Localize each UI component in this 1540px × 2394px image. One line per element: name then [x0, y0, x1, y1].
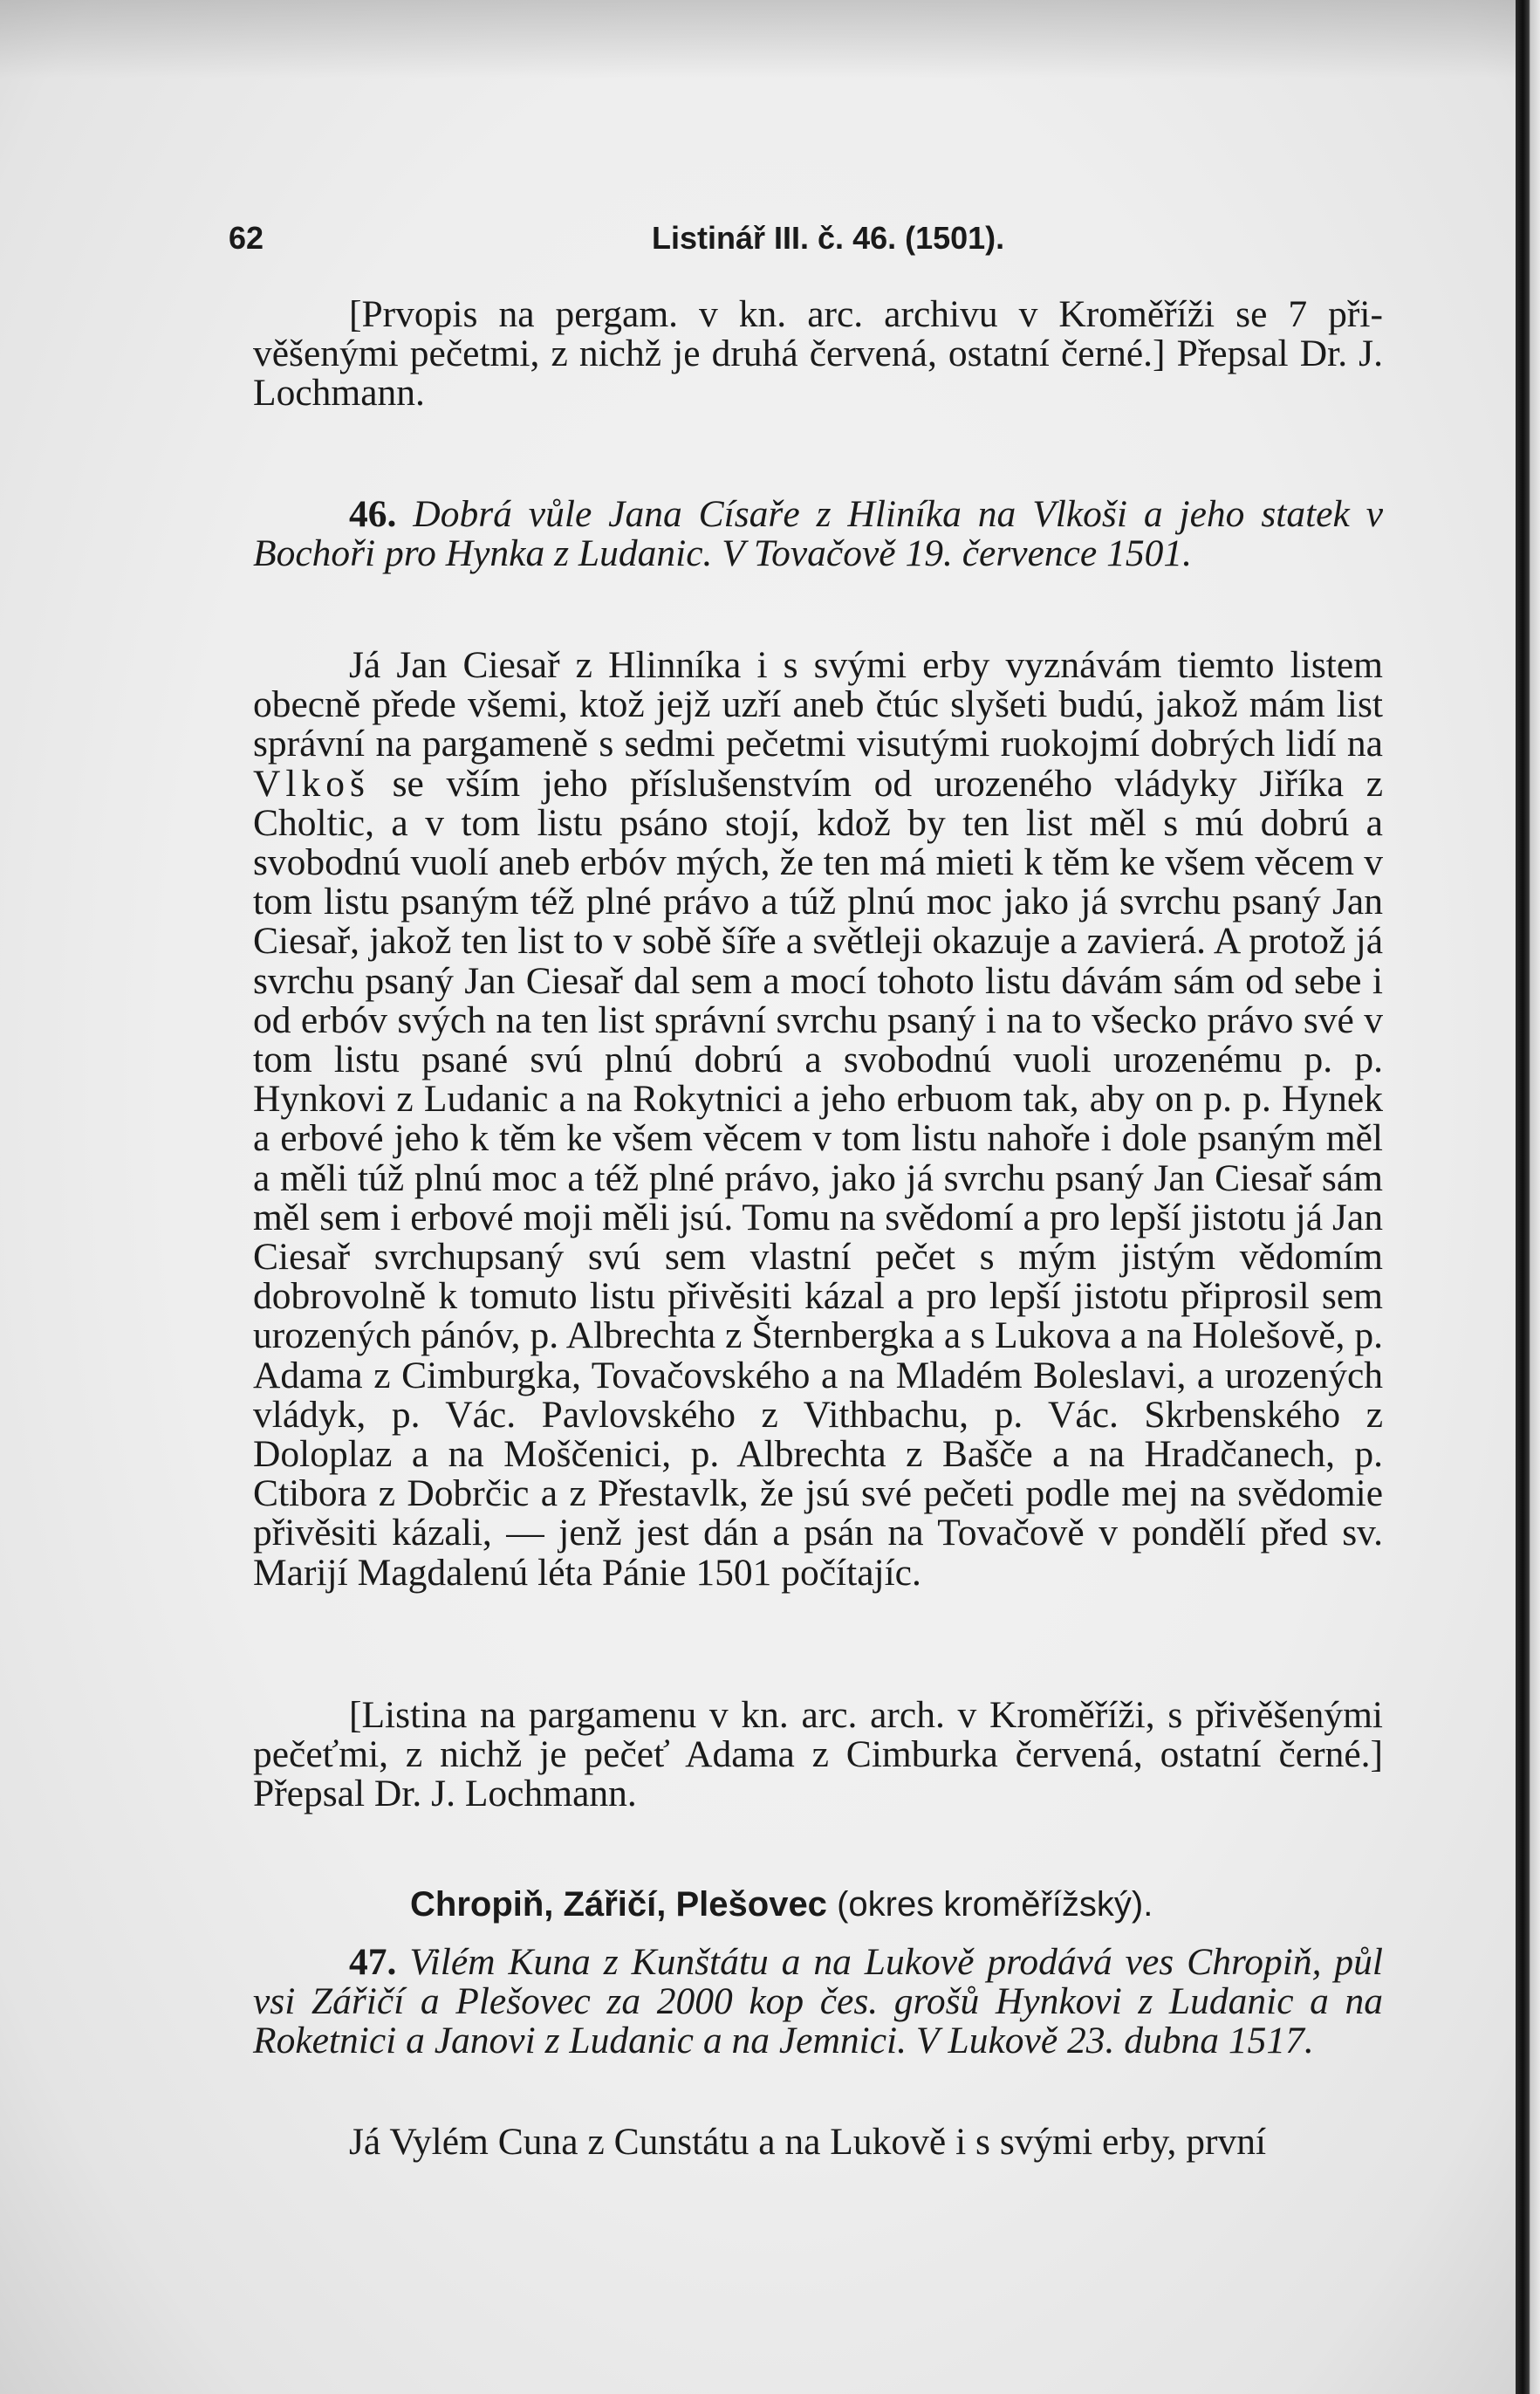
document-46-body-part2: se vším jeho příslušenstvím od urozeného vládyky Jiříka z Choltic, a v tom listu psáno stojí, kdož by ten list měl s mú dobrú a svobodnú vuolí aneb erbóv mých, že ten má mieti k těm ke všem věcem v tom listu psaným též plné právo a túž plnú moc jako já svrchu psaný Jan Ciesař, jakož ten list to v sobě šíře a světleji okazuje a zavierá. A protož já svrchu psaný Jan Ciesař dal sem a mocí tohoto listu dávám sám od sebe i od erbóv svých na ten list správní svrchu psaný i na to všecko právo své v tom listu psané svú plnú dobrú a svobodnú vuoli urozenému p. p. Hynkovi z Ludanic a na Rokytnici a jeho erbuom tak, aby on p. p. Hynek a erbové jeho k těm ke všem věcem v tom listu nahoře i dole psaným měl a měli túž plnú moc a též plné právo, jako já svrchu psaný Jan Ciesař sám měl sem i erbové moji měli jsú. Tomu na svědomí a pro lepší jistotu já Jan Ciesař svrchupsaný svú sem vlastní pečet s mým jistým vědomím dobrovolně k tomuto listu přivěsiti kázal a pro lepší jistotu připrosil sem urozených pánóv, p. Albrechta z Šternbergka a s Lukova a na Holešově, p. Adama z Cimburgka, Tovačovského a na Mladém Boleslavi, a urozených vládyk, p. Vác. Pavlovského z Vithbachu, p. Vác. Skrbenského z Doloplaz a na Moščenici, p. Albrechta z Bašče a na Hradčanech, p. Ctibora z Dobrčic a z Přestavlk, že jsú své pečeti podle mej na svědomie přivěsiti kázali, — jenž jest dán a psán na Tovačově v pondělí před sv. Marijí Magdalenú léta Pánie 1501 počítajíc. [253, 762, 1383, 1594]
previous-document-note: [Prvopis na pergam. v kn. arc. archivu v Kroměříži se 7 přivěšenými pečetmi, z nichž je druhá červená, ostatní černé.] Přepsal Dr. J. Lochmann. [253, 293, 1383, 415]
document-47-heading [253, 1943, 1383, 2061]
document-46-number: 46. [349, 493, 397, 535]
running-title: Listinář III. č. 46. (1501). [652, 220, 1005, 256]
page-number: 62 [229, 220, 264, 256]
scan-edge-right [1516, 0, 1540, 2394]
document-46-body-place: Vlkoš [253, 762, 370, 805]
document-46-heading [253, 495, 1383, 573]
document-46-body [253, 646, 1383, 1593]
document-46-body-part1: Já Jan Ciesař z Hlinníka i s svými erby vyznávám tiemto listem obecně přede všemi, ktož jejž uzří aneb čtúc slyšeti budú, jakož mám list správní na pargameně s sedmi pečetmi visutými ruokojmí dobrých lidí na [253, 644, 1383, 765]
page-header [229, 220, 1380, 264]
scan-shadow-top [0, 0, 1540, 79]
document-46-note: [Listina na pargamenu v kn. arc. arch. v Kroměříži, s přivěšenými pečeťmi, z nichž je pečeť Adama z Cimburka červená, ostatní černé.] Přepsal Dr. J. Lochmann. [253, 1694, 1383, 1815]
section-heading [410, 1885, 1283, 1924]
document-46-title: Dobrá vůle Jana Císaře z Hliníka na Vlkoši a jeho statek v Bochoři pro Hynka z Ludanic. V Tovačově 19. července 1501. [253, 493, 1384, 575]
document-47-number: 47. [349, 1941, 397, 1983]
section-district: (okres kroměřížský). [837, 1885, 1153, 1924]
section-places: Chropiň, Zářičí, Plešovec [410, 1885, 827, 1924]
document-47-title: Vilém Kuna z Kunštátu a na Lukově prodává ves Chropiň, půl vsi Zářičí a Plešovec za 2000 kop čes. grošů Hynkovi z Ludanic a na Roketnici a Janovi z Ludanic a na Jemnici. V Lukově 23. dubna 1517. [253, 1941, 1383, 2062]
document-47-body: Já Vylém Cuna z Cunstátu a na Lukově i s svými erby, první [349, 2121, 1267, 2163]
